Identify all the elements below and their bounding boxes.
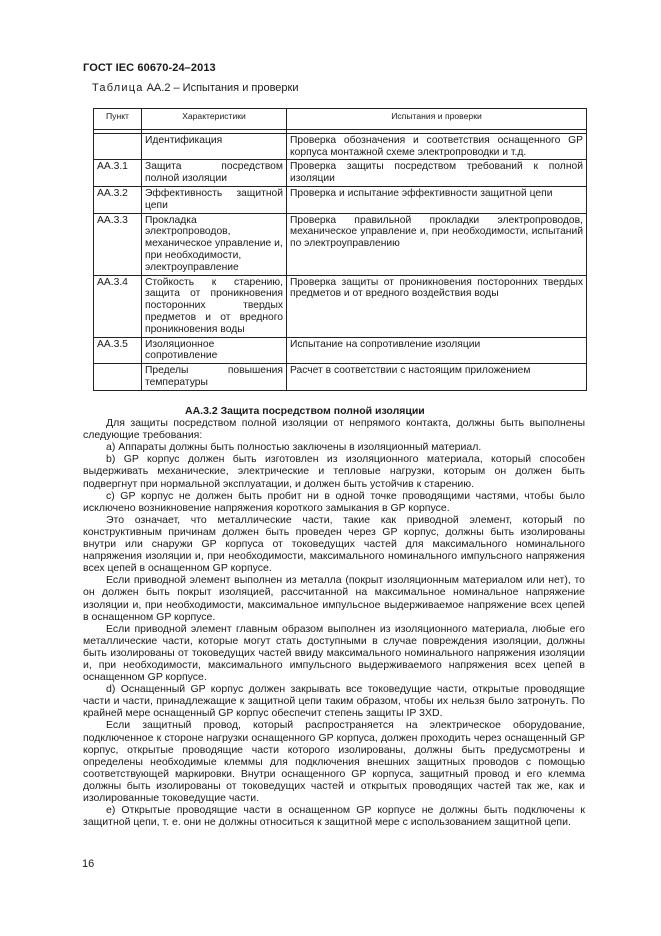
paragraph: е) Открытые проводящие части в оснащенном GP корпусе не должны быть подключены к защитной цепи, т. е. они не должны относиться к защитной мере с использованием защитной цепи. bbox=[83, 804, 585, 829]
row-characteristic: Стойкость к старению, защита от проникновения посторонних твердых предметов и от вредного проникновения воды bbox=[142, 275, 287, 337]
paragraph: а) Аппараты должны быть полностью заключены в изоляционный материал. bbox=[106, 441, 482, 454]
paragraph: d) Оснащенный GP корпус должен закрывать все токоведущие части, открытые проводящие части и части, принадлежащие к защитной цепи таким образом, чтобы их нельзя было затронуть. По крайней мере оснащенный GP корпус обеспечит степень защиты IP 3XD. bbox=[83, 683, 585, 720]
paragraph: Это означает, что металлические части, такие как приводной элемент, который по конструктивным причинам должен быть проведен через GP корпус, должны быть изолированы внутри или снаружи GP корпуса от токоведущих частей для максимального номинального напряжения изоляции и, при необходимости, максимального номинального импульсного напряжения всех цепей в оснащенном GP корпусе. bbox=[83, 513, 585, 575]
row-clause bbox=[94, 364, 142, 391]
row-clause bbox=[94, 133, 142, 160]
row-test: Испытание на сопротивление изоляции bbox=[287, 337, 587, 364]
row-test: Проверка и испытание эффективности защитной цепи bbox=[287, 186, 587, 213]
page-number: 16 bbox=[82, 858, 95, 870]
paragraph: b) GP корпус должен быть изготовлен из изоляционного материала, который способен выдерживать механические, электрические и тепловые нагрузки, которым он должен быть подвергнут при нормальной эксплуатации, и должен быть устойчив к старению. bbox=[83, 453, 585, 490]
paragraph: с) GP корпус не должен быть пробит ни в одной точке проводящими частями, чтобы было исключено возникновение напряжения короткого замыкания в GP корпусе. bbox=[83, 489, 585, 514]
table-row bbox=[94, 160, 587, 187]
row-characteristic: Пределы повышения температуры bbox=[142, 364, 287, 391]
row-clause: АА.3.3 bbox=[94, 213, 142, 275]
row-test: Проверка обозначения и соответствия оснащенного GP корпуса монтажной схеме электропроводки и т.д. bbox=[287, 133, 587, 160]
row-clause: АА.3.1 bbox=[94, 160, 142, 187]
row-test: Проверка правильной прокладки электропроводов, механическое управление и, при необходимости, испытаний по электроуправлению bbox=[287, 213, 587, 275]
table-row bbox=[94, 364, 587, 391]
table-row bbox=[94, 133, 587, 160]
paragraph: Если приводной элемент выполнен из металла (покрыт изоляционным материалом или нет), то он должен быть покрыт изоляцией, рассчитанной на максимальное номинальное напряжение изоляции и, при необходимости, максимальное импульсное выдерживаемое напряжение всех цепей в оснащенном GP корпусе. bbox=[83, 574, 585, 623]
header-tests: Испытания и проверки bbox=[287, 109, 587, 130]
tests-table bbox=[93, 108, 587, 391]
document-code: ГОСТ IEC 60670-24–2013 bbox=[83, 62, 216, 74]
table-caption-title: АА.2 – Испытания и проверки bbox=[143, 82, 299, 94]
row-clause: АА.3.2 bbox=[94, 186, 142, 213]
table-header-row bbox=[94, 109, 587, 130]
row-clause: АА.3.5 bbox=[94, 337, 142, 364]
row-characteristic: Прокладка электропроводов, механическое управление и, при необходимости, электроуправление bbox=[142, 213, 287, 275]
paragraph: Для защиты посредством полной изоляции от непрямого контакта, должны быть выполнены следующие требования: bbox=[83, 417, 585, 442]
row-characteristic: Идентификация bbox=[142, 133, 287, 160]
table-row bbox=[94, 186, 587, 213]
section-heading: АА.3.2 Защита посредством полной изоляции bbox=[185, 405, 425, 417]
paragraph: Если защитный провод, который распространяется на электрическое оборудование, подключенное к стороне нагрузки оснащенного GP корпуса, должен проходить через оснащенный GP корпус, открытые проводящие части которого изолированы, должны быть предусмотрены и определены необходимые клеммы для подключения внешних защитных проводов с помощью соответствующей маркировки. Внутри оснащенного GP корпуса, защитный провод и его клемма должны быть изолированы от токоведущих частей и открытых проводящих частей так же, как и изолированные токоведущие части. bbox=[83, 719, 585, 804]
section-body bbox=[83, 405, 585, 828]
table-row bbox=[94, 275, 587, 337]
table-row bbox=[94, 213, 587, 275]
header-clause: Пункт bbox=[94, 109, 142, 130]
table-caption-word: Таблица bbox=[92, 82, 144, 94]
row-characteristic: Изоляционное сопротивление bbox=[142, 337, 287, 364]
row-test: Расчет в соответствии с настоящим приложением bbox=[287, 364, 587, 391]
row-characteristic: Эффективность защитной цепи bbox=[142, 186, 287, 213]
row-test: Проверка защиты посредством требований к полной изоляции bbox=[287, 160, 587, 187]
row-test: Проверка защиты от проникновения посторонних твердых предметов и от вредного воздействия воды bbox=[287, 275, 587, 337]
table-caption bbox=[92, 82, 299, 94]
paragraph: Если приводной элемент главным образом выполнен из изоляционного материала, любые его металлические части, которые могут стать доступными в случае повреждения изоляции, должны быть изолированы от токоведущих частей ввиду максимального номинального напряжения изоляции и, при необходимости, максимального импульсного выдерживаемого напряжения всех цепей в оснащенном GP корпусе. bbox=[83, 622, 585, 684]
table-row bbox=[94, 337, 587, 364]
row-clause: АА.3.4 bbox=[94, 275, 142, 337]
header-characteristics: Характеристики bbox=[142, 109, 287, 130]
row-characteristic: Защита посредством полной изоляции bbox=[142, 160, 287, 187]
